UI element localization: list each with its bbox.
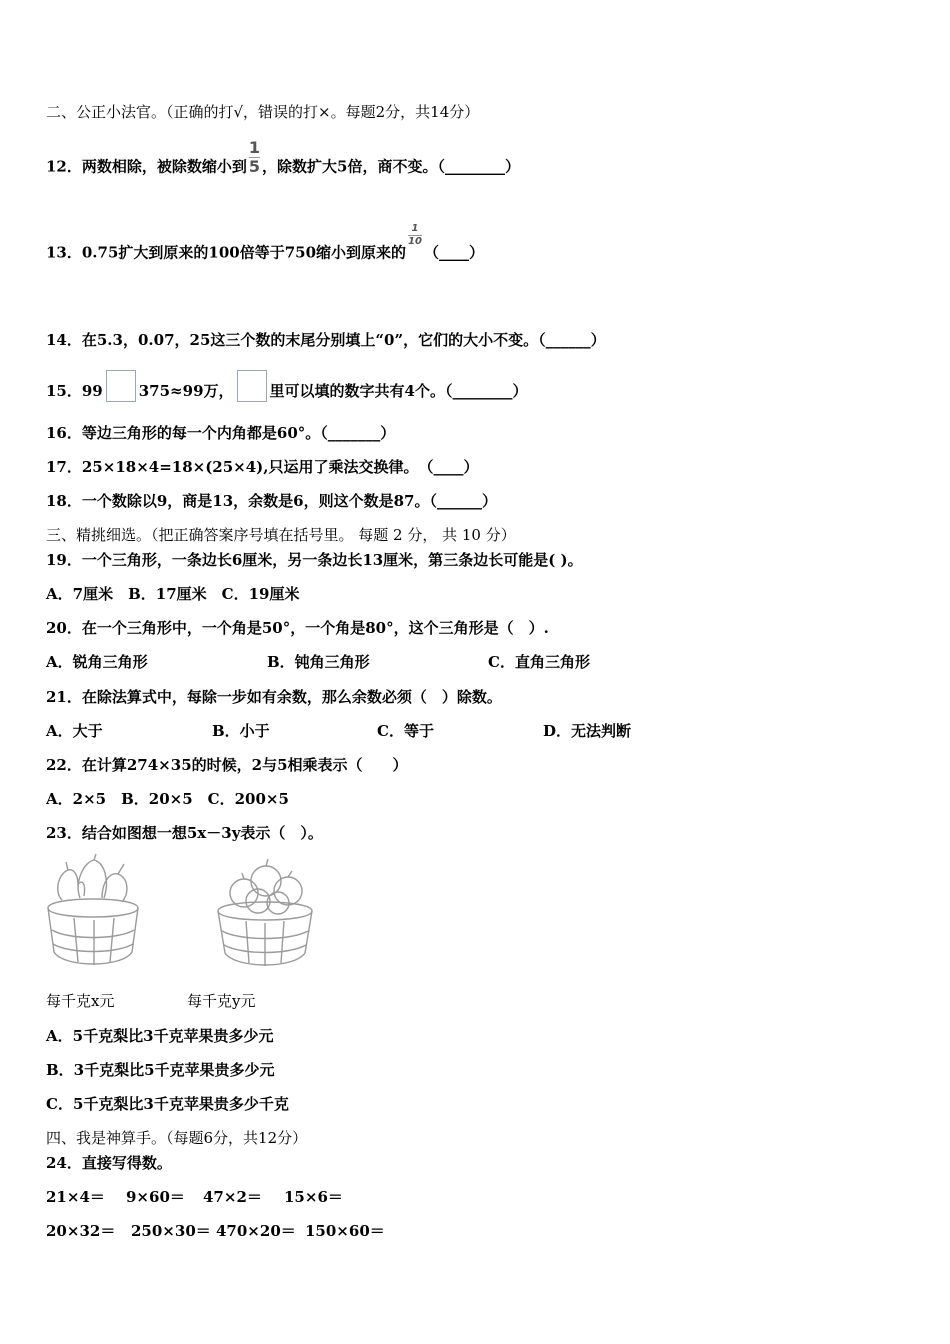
q13-text-after: （____） xyxy=(423,243,484,262)
calc-item: 9×60＝ xyxy=(126,1188,185,1206)
question-16: 16．等边三角形的每一个内角都是60°。（_______） xyxy=(46,424,396,442)
question-21: 21．在除法算式中，每除一步如有余数，那么余数必须（ ）除数。 xyxy=(46,688,502,706)
q23-option-a: A．5千克梨比3千克苹果贵多少元 xyxy=(46,1027,274,1045)
question-24: 24．直接写得数。 xyxy=(46,1154,172,1172)
question-15 xyxy=(46,376,527,408)
section3-title: 三、精挑细选。（把正确答案序号填在括号里。 每题 2 分， 共 10 分） xyxy=(46,526,516,544)
q15-blank-box-1[interactable] xyxy=(106,370,136,402)
q12-text-before: 12．两数相除，被除数缩小到 xyxy=(46,157,247,176)
q12-fraction xyxy=(249,140,260,175)
q21-option-a: A．大于 xyxy=(46,722,103,740)
q12-fraction-numerator: 1 xyxy=(248,138,261,157)
q13-fraction-denominator: 10 xyxy=(408,236,422,247)
q12-text-after: ，除数扩大5倍，商不变。（________） xyxy=(262,157,520,176)
question-19: 19．一个三角形，一条边长6厘米，另一条边长13厘米，第三条边长可能是( )。 xyxy=(46,551,583,569)
section4-title: 四、我是神算手。（每题6分，共12分） xyxy=(46,1129,308,1147)
calc-item: 470×20＝ xyxy=(216,1222,296,1240)
calc-item: 15×6＝ xyxy=(284,1188,343,1206)
q13-text-before: 13．0.75扩大到原来的100倍等于750缩小到原来的 xyxy=(46,243,407,262)
q22-options: A．2×5 B．20×5 C．200×5 xyxy=(46,790,289,808)
q20-option-b: B．钝角三角形 xyxy=(267,653,370,671)
q12-fraction-denominator: 5 xyxy=(248,157,261,176)
calc-item: 47×2＝ xyxy=(203,1188,262,1206)
q23-option-c: C．5千克梨比3千克苹果贵多少千克 xyxy=(46,1095,289,1113)
q23-caption-apple: 每千克y元 xyxy=(187,992,256,1010)
apple-basket-image xyxy=(214,855,316,973)
q20-option-a: A．锐角三角形 xyxy=(46,653,148,671)
q15-text-a: 15．99 xyxy=(46,382,103,400)
question-12 xyxy=(46,138,520,185)
q15-text-c: 里可以填的数字共有4个。（________） xyxy=(269,382,528,400)
question-13 xyxy=(46,223,484,265)
q19-options: A．7厘米 B．17厘米 C．19厘米 xyxy=(46,585,300,603)
question-23: 23．结合如图想一想5x－3y表示（ ）。 xyxy=(46,824,323,842)
q15-text-b: 375≈99万， xyxy=(138,382,234,400)
section2-title: 二、公正小法官。（正确的打√，错误的打×。每题2分，共14分） xyxy=(46,103,480,121)
calc-item: 150×60＝ xyxy=(305,1222,385,1240)
question-20: 20．在一个三角形中，一个角是50°，一个角是80°，这个三角形是（ ）. xyxy=(46,619,549,637)
q23-option-b: B．3千克梨比5千克苹果贵多少元 xyxy=(46,1061,275,1079)
q21-option-c: C．等于 xyxy=(377,722,434,740)
question-17: 17．25×18×4=18×(25×4),只运用了乘法交换律。 （____） xyxy=(46,458,479,476)
q21-option-b: B．小于 xyxy=(212,722,270,740)
question-18: 18．一个数除以9，商是13，余数是6，则这个数是87。（______） xyxy=(46,492,497,510)
q13-fraction-numerator: 1 xyxy=(411,223,419,234)
q20-option-c: C．直角三角形 xyxy=(488,653,590,671)
q13-fraction xyxy=(408,224,422,247)
question-22: 22．在计算274×35的时候，2与5相乘表示（ ） xyxy=(46,756,408,774)
q15-blank-box-2[interactable] xyxy=(237,370,267,402)
q23-caption-pear: 每千克x元 xyxy=(46,992,115,1010)
calc-item: 250×30＝ xyxy=(131,1222,211,1240)
question-14: 14．在5.3，0.07，25这三个数的末尾分别填上“0”，它们的大小不变。（______） xyxy=(46,331,606,349)
pear-basket-image xyxy=(44,852,142,974)
calc-item: 20×32＝ xyxy=(46,1222,116,1240)
calc-item: 21×4＝ xyxy=(46,1188,105,1206)
q21-option-d: D．无法判断 xyxy=(543,722,632,740)
